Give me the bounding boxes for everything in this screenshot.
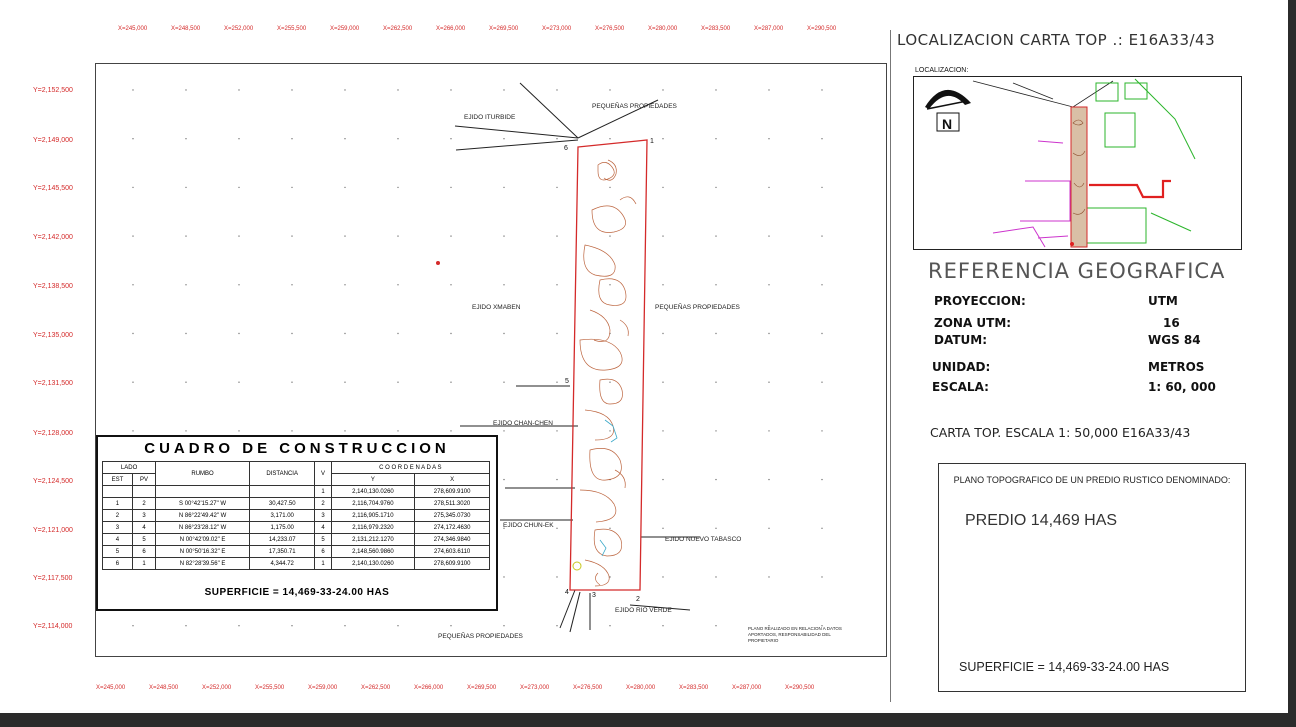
grid-dot [768,528,769,529]
x-tick-label: X=252,000 [224,26,254,32]
vertex-label: 6 [564,145,568,152]
prop-value: UTM [1148,294,1178,308]
grid-dot [185,284,186,285]
x-tick-label: X=245,000 [118,26,148,32]
table-superficie: SUPERFICIE = 14,469-33-24.00 HAS [204,587,390,598]
grid-dot [185,235,186,236]
x-tick-label: X=259,000 [330,26,360,32]
x-tick-label: X=245,000 [96,685,126,691]
x-tick-label: X=276,500 [595,26,625,32]
grid-dot [344,625,345,626]
y-tick-label: Y=2,135,000 [33,332,73,339]
grid-dot [768,89,769,90]
x-tick-label: X=287,000 [732,685,762,691]
y-tick-label: Y=2,124,500 [33,478,73,485]
grid-dot [715,333,716,334]
parcel-polygon [570,140,647,590]
grid-dot [503,625,504,626]
x-tick-label: X=266,000 [436,26,466,32]
grid-dot [821,528,822,529]
grid-dot [185,430,186,431]
referencia-title: REFERENCIA GEOGRAFICA [928,259,1226,283]
grid-dot [238,138,239,139]
grid-dot [238,625,239,626]
header-pv: PV [132,474,155,486]
grid-dot [238,235,239,236]
label-pequenas-top: PEQUEÑAS PROPIEDADES [592,103,677,110]
grid-dot [397,235,398,236]
x-tick-label: X=252,000 [202,685,232,691]
grid-dot [450,284,451,285]
vertex-label: 2 [636,596,640,603]
note-line: PLANO REALIZADO EN RELACION A DATOS APORTADOS, RESPONSABILIDAD DEL PROPIETARIO [748,626,842,643]
grid-dot [291,138,292,139]
table-title: CUADRO DE CONSTRUCCION [144,440,450,457]
x-tick-label: X=248,500 [149,685,179,691]
x-tick-label: X=280,000 [626,685,656,691]
construction-table [96,435,498,611]
grid-dot [609,187,610,188]
grid-dot [662,625,663,626]
predio-info-box [938,463,1246,692]
grid-dot [609,382,610,383]
grid-dot [503,138,504,139]
label-pequenas-right: PEQUEÑAS PROPIEDADES [655,304,740,311]
x-tick-label: X=273,000 [520,685,550,691]
label-ejido-chun-ek: EJIDO CHUN-EK [503,522,554,529]
table-row: 1 2 S 00°42'15.27" W 30,427.50 2 2,116,704.9760 278,511.3020 [103,498,490,510]
y-tick-label: Y=2,149,000 [33,137,73,144]
y-tick-label: Y=2,145,500 [33,185,73,192]
y-tick-label: Y=2,138,500 [33,283,73,290]
grid-dot [768,430,769,431]
grid-dot [503,576,504,577]
label-ejido-nuevo-tabasco: EJIDO NUEVO TABASCO [665,536,742,543]
grid-dot [450,430,451,431]
location-inset-map [913,63,1243,251]
x-tick-label: X=273,000 [542,26,572,32]
grid-dot [556,430,557,431]
box-header: PLANO TOPOGRAFICO DE UN PREDIO RUSTICO DENOMINADO: [953,475,1231,485]
x-tick-label: X=276,500 [573,685,603,691]
grid-dot [556,138,557,139]
grid-dot [821,187,822,188]
grid-dot [662,333,663,334]
grid-dot [132,382,133,383]
contour-lines [580,160,636,586]
y-tick-label: Y=2,117,500 [33,575,73,582]
x-tick-label: X=283,500 [679,685,709,691]
grid-dot [344,138,345,139]
localizacion-label: LOCALIZACION: [915,67,969,74]
grid-dot [291,235,292,236]
grid-dot [715,89,716,90]
inset-parcel [1071,107,1087,247]
vertex-label: 1 [650,138,654,145]
header-rumbo: RUMBO [156,462,250,486]
grid-dot [715,576,716,577]
vertex-label: 5 [565,378,569,385]
grid-dot [185,138,186,139]
grid-dot [821,89,822,90]
grid-dot [132,187,133,188]
grid-dot [238,284,239,285]
panel-divider [890,30,891,702]
x-tick-label: X=283,500 [701,26,731,32]
prop-label: ESCALA: [932,380,989,394]
grid-dot [503,284,504,285]
grid-dot [768,138,769,139]
box-superficie: SUPERFICIE = 14,469-33-24.00 HAS [959,660,1170,674]
grid-dot [397,284,398,285]
grid-dot [397,89,398,90]
table-header-row [103,462,490,474]
grid-dot [132,625,133,626]
grid-dot [450,89,451,90]
prop-label: DATUM: [934,333,987,347]
grid-dot [768,284,769,285]
grid-dot [397,625,398,626]
grid-dot [662,235,663,236]
grid-dot [238,187,239,188]
grid-dot [556,284,557,285]
grid-dot [821,284,822,285]
grid-dot [185,89,186,90]
grid-dot [397,382,398,383]
grid-dot [238,382,239,383]
grid-dot [715,528,716,529]
grid-dot [715,430,716,431]
grid-dot [503,382,504,383]
grid-dot [609,528,610,529]
header-v: V [315,462,331,486]
x-tick-label: X=290,500 [807,26,837,32]
prop-label: PROYECCION: [934,294,1026,308]
grid-dot [450,138,451,139]
grid-dot [450,382,451,383]
grid-dot [662,89,663,90]
x-tick-label: X=269,500 [467,685,497,691]
table-row: 3 4 N 86°23'28.12" W 1,175.00 4 2,116,979.2320 274,172.4630 [103,522,490,534]
window-edge-right [1288,0,1296,727]
grid-dot [132,235,133,236]
x-tick-label: X=259,000 [308,685,338,691]
prop-label: ZONA UTM: [934,316,1012,330]
grid-dot [609,138,610,139]
grid-dot [821,382,822,383]
grid-dot [609,235,610,236]
grid-dot [821,479,822,480]
x-tick-label: X=262,500 [361,685,391,691]
grid-dot [132,333,133,334]
grid-dot [715,138,716,139]
grid-dot [556,333,557,334]
grid-dot [503,333,504,334]
grid-dot [291,187,292,188]
y-tick-label: Y=2,142,000 [33,234,73,241]
header-y: Y [331,474,415,486]
grid-dot [821,576,822,577]
grid-dot [397,333,398,334]
grid-dot [662,528,663,529]
grid-dot [291,430,292,431]
grid-dot [503,235,504,236]
label-ejido-chan-chen: EJIDO CHAN-CHEN [493,420,553,427]
grid-dot [132,138,133,139]
grid-dot [715,382,716,383]
prop-value: 1: 60, 000 [1148,380,1216,394]
grid-dot [238,430,239,431]
localizacion-title: LOCALIZACION CARTA TOP .: E16A33/43 [897,31,1216,49]
x-tick-label: X=248,500 [171,26,201,32]
grid-dot [344,89,345,90]
grid-dot [132,284,133,285]
grid-dot [503,430,504,431]
grid-dot [715,479,716,480]
y-tick-label: Y=2,131,500 [33,380,73,387]
grid-dot [662,479,663,480]
label-pequenas-bottom: PEQUEÑAS PROPIEDADES [438,633,523,640]
x-tick-label: X=255,500 [277,26,307,32]
grid-dot [450,187,451,188]
x-tick-label: X=287,000 [754,26,784,32]
grid-dot [132,89,133,90]
grid-dot [344,235,345,236]
grid-dot [821,430,822,431]
grid-dot [662,138,663,139]
table-row: 4 5 N 00°42'09.02" E 14,233.07 5 2,131,212.1270 274,346.9840 [103,534,490,546]
x-tick-label: X=280,000 [648,26,678,32]
x-tick-label: X=266,000 [414,685,444,691]
grid-dot [450,625,451,626]
prop-value: WGS 84 [1148,333,1201,347]
grid-dot [291,625,292,626]
header-coordenadas: C O O R D E N A D A S [331,462,489,474]
header-lado: LADO [103,462,156,474]
grid-dot [609,430,610,431]
grid-dot [609,89,610,90]
grid-dot [821,138,822,139]
grid-dot [662,382,663,383]
x-tick-label: X=290,500 [785,685,815,691]
grid-dot [556,479,557,480]
grid-dot [768,333,769,334]
grid-dot [344,382,345,383]
grid-dot [556,187,557,188]
grid-dot [344,284,345,285]
grid-dot [556,576,557,577]
grid-dot [450,333,451,334]
grid-dot [503,479,504,480]
vertex-label: 4 [565,589,569,596]
carta-scale: CARTA TOP. ESCALA 1: 50,000 E16A33/43 [930,425,1191,440]
grid-dot [768,235,769,236]
header-distancia: DISTANCIA [249,462,314,486]
grid-dot [662,284,663,285]
grid-dot [715,284,716,285]
grid-dot [397,187,398,188]
y-tick-label: Y=2,121,000 [33,527,73,534]
grid-dot [609,625,610,626]
grid-dot [768,187,769,188]
grid-dot [185,333,186,334]
prop-value: METROS [1148,360,1205,374]
grid-dot [768,576,769,577]
point-marker [436,261,440,265]
grid-dot [715,625,716,626]
grid-dot [556,382,557,383]
y-tick-label: Y=2,128,000 [33,430,73,437]
grid-dot [185,382,186,383]
grid-dot [768,479,769,480]
grid-dot [715,187,716,188]
north-letter: N [942,116,953,132]
x-tick-label: X=262,500 [383,26,413,32]
grid-dot [768,382,769,383]
header-x: X [415,474,490,486]
x-tick-label: X=269,500 [489,26,519,32]
table-row: 6 1 N 82°28'39.56" E 4,344.72 1 2,140,130.0260 278,609.9100 [103,558,490,570]
table-row: 5 6 N 00°50'16.32" E 17,350.71 6 2,148,560.9860 274,603.6110 [103,546,490,558]
grid-dot [291,284,292,285]
prop-label: UNIDAD: [932,360,991,374]
grid-dot [503,187,504,188]
vertex-label: 3 [592,592,596,599]
grid-dot [185,625,186,626]
window-edge-bottom [0,713,1296,727]
y-tick-label: Y=2,114,000 [33,623,73,630]
construction-grid [102,461,490,570]
grid-dot [291,89,292,90]
table-row: 1 2,140,130.0260 278,609.9100 [103,486,490,498]
grid-dot [609,284,610,285]
grid-dot [238,333,239,334]
grid-dot [662,430,663,431]
table-row: 2 3 N 86°22'49.42" W 3,171.00 3 2,116,905.1710 275,345.0730 [103,510,490,522]
grid-dot [344,187,345,188]
label-ejido-xmaben: EJIDO XMABEN [472,304,521,311]
grid-dot [291,382,292,383]
grid-dot [344,333,345,334]
grid-dot [450,235,451,236]
x-tick-label: X=255,500 [255,685,285,691]
y-tick-label: Y=2,152,500 [33,87,73,94]
grid-dot [556,625,557,626]
grid-dot [662,187,663,188]
grid-dot [397,430,398,431]
grid-dot [715,235,716,236]
grid-dot [132,430,133,431]
grid-dot [185,187,186,188]
stream-line [600,540,606,556]
grid-dot [503,89,504,90]
label-ejido-rio-verde: EJIDO RIO VERDE [615,607,672,614]
label-ejido-iturbide: EJIDO ITURBIDE [464,114,516,121]
grid-dot [291,333,292,334]
grid-dot [662,576,663,577]
grid-dot [556,235,557,236]
prop-value: 16 [1163,316,1180,330]
predio-name: PREDIO 14,469 HAS [965,512,1118,529]
header-est: EST [103,474,133,486]
grid-dot [238,89,239,90]
grid-dot [556,89,557,90]
grid-dot [821,235,822,236]
grid-dot [397,138,398,139]
pond-marker [573,562,581,570]
grid-dot [556,528,557,529]
grid-dot [821,333,822,334]
grid-dot [344,430,345,431]
